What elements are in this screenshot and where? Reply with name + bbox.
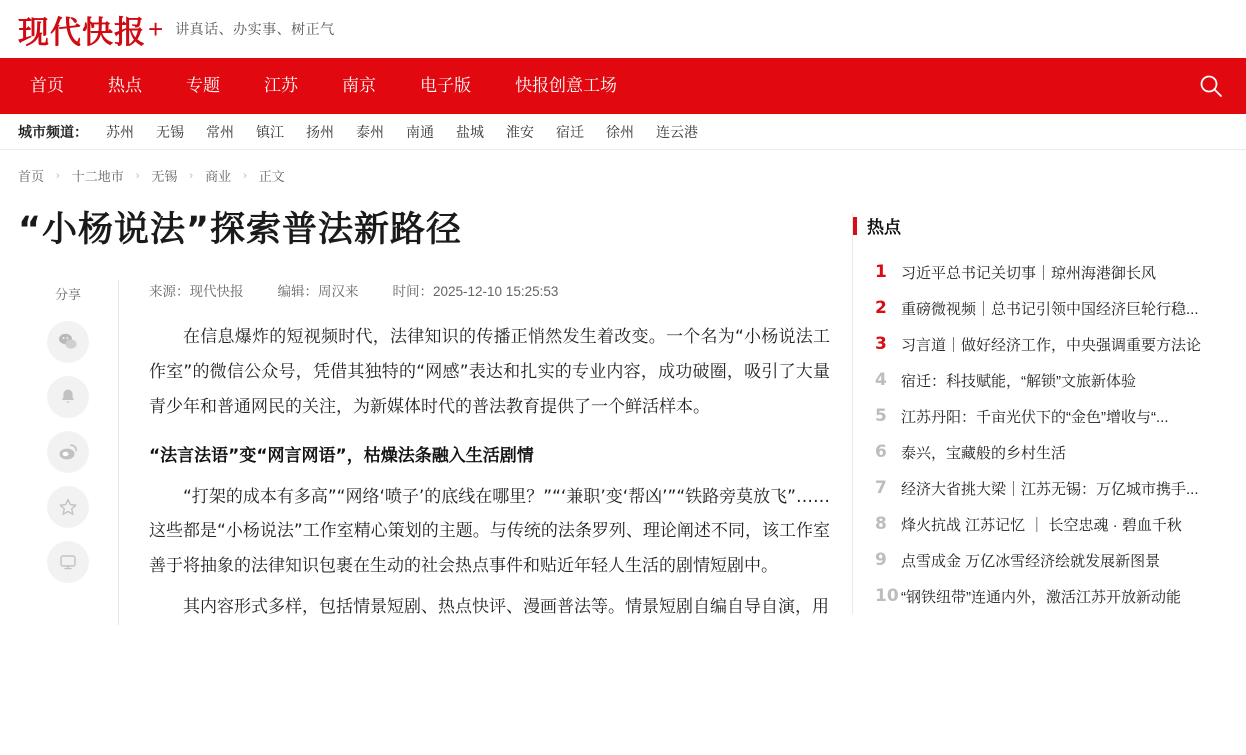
city-link-lianyungang[interactable]: 连云港 [656, 123, 698, 140]
list-item[interactable] [875, 542, 1236, 578]
hot-list-box [852, 213, 1236, 614]
hot-item-title[interactable]: 烽火抗战 江苏记忆 ｜ 长空忠魂 · 碧血千秋 [901, 516, 1182, 534]
hot-rank: 7 [875, 478, 887, 498]
search-icon[interactable] [1198, 73, 1224, 99]
content-area [0, 195, 1246, 625]
list-item[interactable] [875, 290, 1236, 326]
list-item[interactable] [875, 326, 1236, 362]
hot-rank: 9 [875, 550, 887, 570]
article-source: 来源：现代快报 [149, 284, 244, 300]
list-item[interactable] [875, 254, 1236, 290]
breadcrumb-item-wuxi[interactable]: 无锡 [151, 169, 178, 184]
breadcrumb-item-home[interactable]: 首页 [18, 169, 45, 184]
list-item[interactable] [875, 470, 1236, 506]
breadcrumb-item-business[interactable]: 商业 [205, 169, 232, 184]
city-channel-label: 城市频道： [18, 123, 88, 140]
list-item[interactable] [875, 362, 1236, 398]
city-link-taizhou[interactable]: 泰州 [356, 123, 384, 140]
hot-rank: 1 [875, 262, 887, 282]
breadcrumb [0, 150, 1246, 195]
masthead [0, 0, 1246, 58]
hot-item-title[interactable]: “钢铁纽带”连通内外，激活江苏开放新动能 [901, 588, 1181, 606]
city-link-suqian[interactable]: 宿迁 [556, 123, 584, 140]
share-column [18, 280, 118, 625]
wechat-icon[interactable] [47, 321, 89, 363]
breadcrumb-item-twelve-cities[interactable]: 十二地市 [71, 169, 124, 184]
article-subheading: “法言法语”变“网言网语”，枯燥法条融入生活剧情 [149, 445, 534, 466]
nav-item-nanjing[interactable]: 南京 [342, 76, 376, 95]
page-title: “小杨说法”探索普法新路径 [18, 210, 463, 250]
list-item[interactable] [875, 506, 1236, 542]
bell-icon[interactable] [47, 376, 89, 418]
article-text-column [118, 280, 830, 625]
hot-item-title[interactable]: 宿迁：科技赋能，“解锁”文旅新体验 [901, 372, 1136, 390]
hot-rank: 10 [875, 586, 899, 606]
hot-list-header [853, 213, 1236, 238]
hot-rank: 4 [875, 370, 887, 390]
city-link-yangzhou[interactable]: 扬州 [306, 123, 334, 140]
breadcrumb-item-current: 正文 [258, 169, 285, 184]
article-time: 时间：2025-12-10 15:25:53 [392, 284, 559, 300]
article-paragraph: 在信息爆炸的短视频时代，法律知识的传播正悄然发生着改变。一个名为“小杨说法工作室”的微信公众号，凭借其独特的“网感”表达和扎实的专业内容，成功破圈，吸引了大量青少年和普通网民的关注，为新媒体时代的普法教育提供了一个鲜活样本。 [149, 327, 830, 417]
hot-item-title[interactable]: 习言道｜做好经济工作，中央强调重要方法论 [901, 336, 1202, 354]
main-navigation [0, 58, 1246, 114]
hot-list-title: 热点 [867, 218, 901, 237]
accent-bar [853, 217, 857, 235]
hot-rank: 3 [875, 334, 887, 354]
list-item[interactable] [875, 434, 1236, 470]
breadcrumb-separator-icon: › [135, 169, 140, 182]
nav-item-jiangsu[interactable]: 江苏 [264, 76, 298, 95]
article-column [18, 195, 830, 625]
sidebar-column [852, 195, 1236, 625]
breadcrumb-separator-icon: › [243, 169, 247, 182]
nav-item-creative-works[interactable]: 快报创意工场 [515, 76, 617, 95]
city-link-xuzhou[interactable]: 徐州 [606, 123, 634, 140]
breadcrumb-separator-icon: › [56, 169, 60, 182]
star-icon[interactable] [47, 486, 89, 528]
share-label: 分享 [54, 287, 81, 303]
city-link-changzhou[interactable]: 常州 [206, 123, 234, 140]
site-logo[interactable]: 现代快报 [18, 14, 146, 51]
city-link-yancheng[interactable]: 盐城 [456, 123, 484, 140]
article-body [18, 280, 830, 625]
city-link-wuxi[interactable]: 无锡 [156, 123, 184, 140]
hot-rank: 2 [875, 298, 887, 318]
hot-item-title[interactable]: 经济大省挑大梁｜江苏无锡：万亿城市携手... [901, 480, 1199, 498]
article-paragraph: 其内容形式多样，包括情景短剧、热点快评、漫画普法等。情景短剧自编自导自演，用 [183, 597, 829, 618]
city-link-zhenjiang[interactable]: 镇江 [256, 123, 284, 140]
city-channel-bar [0, 114, 1246, 150]
comment-icon[interactable] [47, 541, 89, 583]
site-logo-plus: + [148, 13, 164, 44]
hot-item-title[interactable]: 习近平总书记关切事｜琼州海港御长风 [901, 264, 1157, 282]
nav-item-home[interactable]: 首页 [30, 76, 64, 95]
hot-rank: 8 [875, 514, 887, 534]
nav-item-hot[interactable]: 热点 [108, 76, 142, 95]
hot-item-title[interactable]: 重磅微视频｜总书记引领中国经济巨轮行稳... [901, 300, 1199, 318]
weibo-icon[interactable] [47, 431, 89, 473]
article-meta [149, 280, 830, 314]
nav-item-topics[interactable]: 专题 [186, 76, 220, 95]
site-slogan: 讲真话、办实事、树正气 [175, 21, 335, 37]
city-link-nantong[interactable]: 南通 [406, 123, 434, 140]
city-link-huaian[interactable]: 淮安 [506, 123, 534, 140]
article-paragraph: “打架的成本有多高”“网络‘喷子’的底线在哪里？”“‘兼职’变‘帮凶’”“铁路旁莫放飞”……这些都是“小杨说法”工作室精心策划的主题。与传统的法条罗列、理论阐述不同，该工作室善于将抽象的法律知识包裹在生动的社会热点事件和贴近年轻人生活的剧情短剧中。 [149, 486, 830, 577]
hot-item-title[interactable]: 江苏丹阳：千亩光伏下的“金色”增收与“... [901, 408, 1169, 426]
article-editor: 编辑：周汉来 [277, 284, 359, 300]
hot-item-title[interactable]: 点雪成金 万亿冰雪经济绘就发展新图景 [901, 552, 1161, 570]
list-item[interactable] [875, 398, 1236, 434]
nav-item-epaper[interactable]: 电子版 [420, 76, 471, 95]
breadcrumb-separator-icon: › [189, 169, 194, 182]
list-item[interactable] [875, 578, 1236, 614]
city-link-suzhou[interactable]: 苏州 [106, 123, 134, 140]
hot-item-title[interactable]: 泰兴，宝藏般的乡村生活 [901, 444, 1067, 462]
hot-rank: 6 [875, 442, 887, 462]
hot-rank: 5 [875, 406, 887, 426]
